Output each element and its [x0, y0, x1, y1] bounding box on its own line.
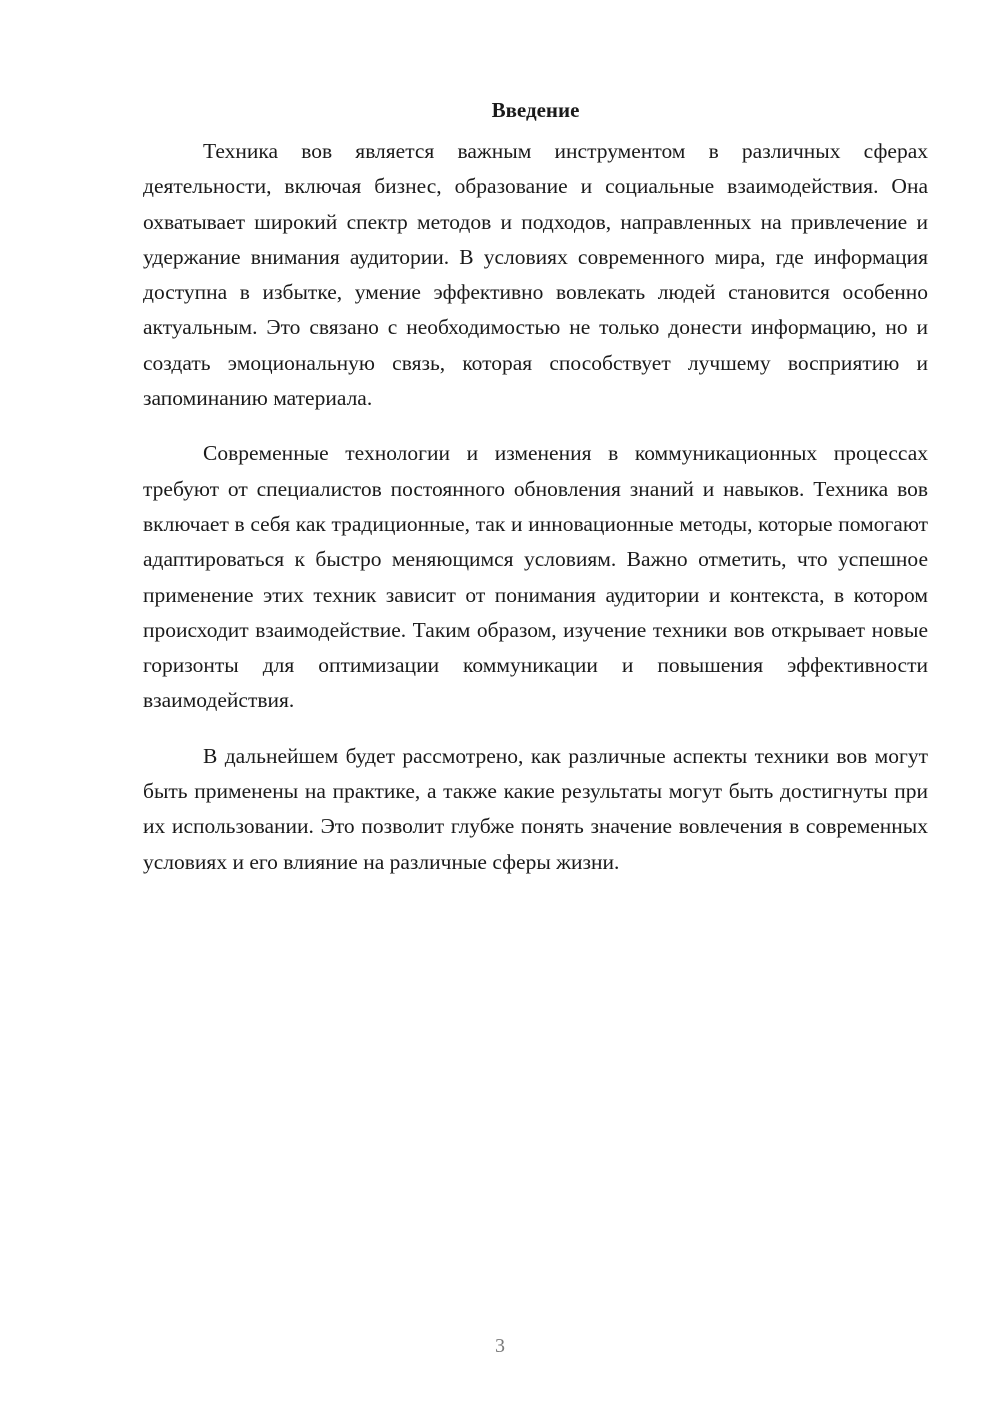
paragraph-2: Современные технологии и изменения в коммуникационных процессах требуют от специалистов постоянного обновления знаний и навыков. Техника вов включает в себя как традиционные, так и инновационные методы, которые помогают адаптироваться к быстро меняющимся условиям. Важно отметить, что успешное применение этих техник зависит от понимания аудитории и контекста, в котором происходит взаимодействие. Таким образом, изучение техники вов открывает новые горизонты для оптимизации коммуникации и повышения эффективности взаимодействия.	[143, 441, 928, 713]
paragraph-1: Техника вов является важным инструментом в различных сферах деятельности, включая бизнес, образование и социальные взаимодействия. Она охватывает широкий спектр методов и подходов, направленных на привлечение и удержание внимания аудитории. В условиях современного мира, где информация доступна в избытке, умение эффективно вовлекать людей становится особенно актуальным. Это связано с необходимостью не только донести информацию, но и создать эмоциональную связь, которая способствует лучшему восприятию и запоминанию материала.	[143, 139, 928, 411]
paragraph-3: В дальнейшем будет рассмотрено, как различные аспекты техники вов могут быть применены на практике, а также какие результаты могут быть достигнуты при их использовании. Это позволит глубже понять значение вовлечения в современных условиях и его влияние на различные сферы жизни.	[143, 743, 928, 874]
page-number: 3	[495, 1335, 505, 1357]
page-content	[143, 96, 928, 900]
section-heading: Введение	[491, 98, 580, 122]
